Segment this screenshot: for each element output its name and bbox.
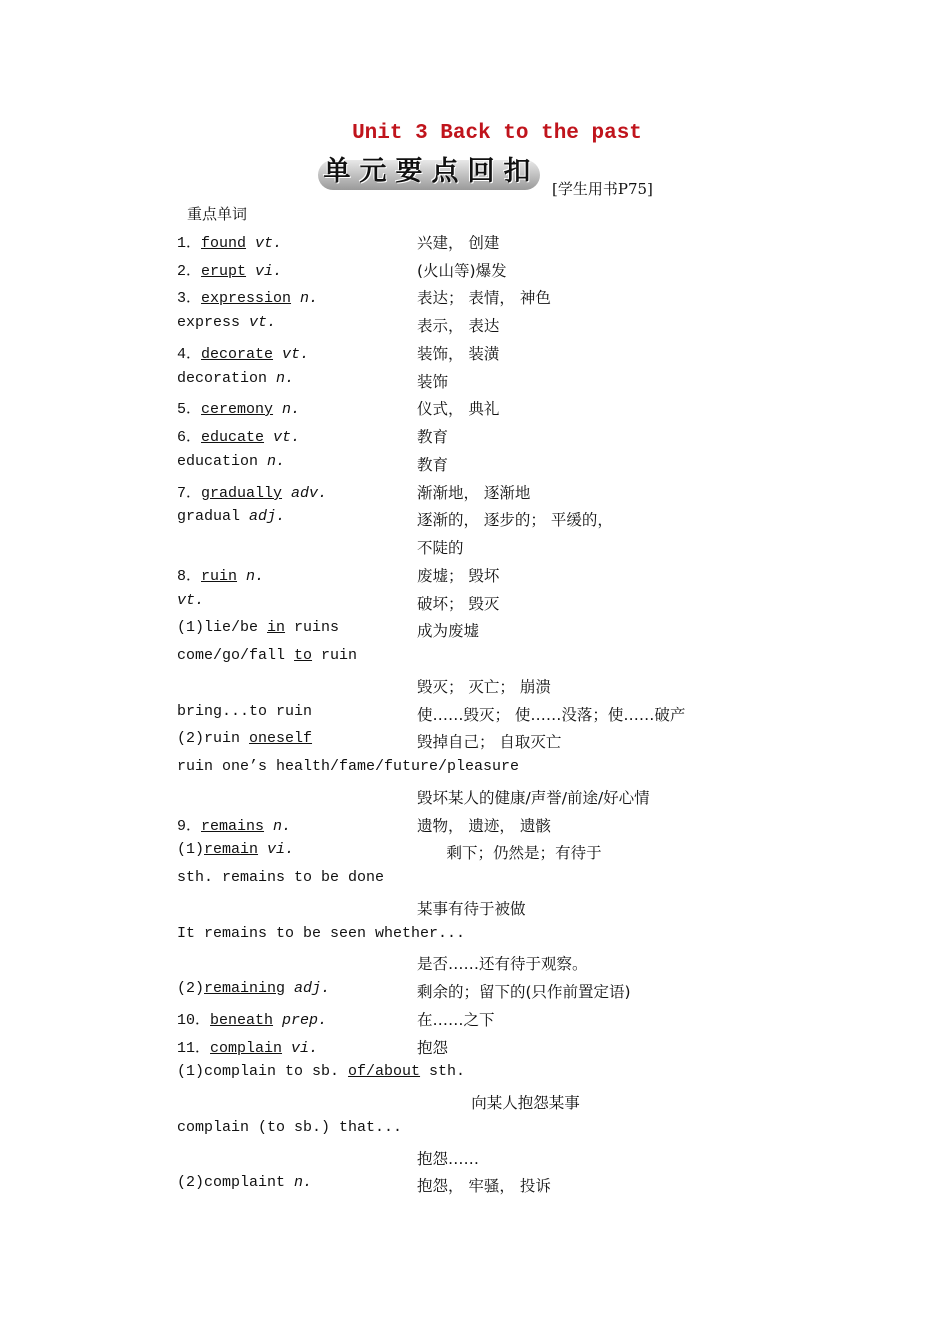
blank-answer: in (267, 619, 286, 636)
term-text: come/go/fall (177, 647, 295, 664)
part-of-speech: vi. (246, 263, 283, 280)
chinese-meaning: 仪式， 典礼 (417, 400, 500, 418)
banner-char: 元 (359, 156, 387, 187)
chinese-meaning: 破坏； 毁灭 (417, 595, 500, 613)
chinese-meaning: 向某人抱怨某事 (417, 1094, 580, 1112)
blank-answer: ceremony (201, 401, 274, 418)
blank-answer: to (294, 647, 313, 664)
chinese-meaning: (火山等)爆发 (417, 262, 507, 280)
english-term (177, 647, 357, 664)
english-term (177, 703, 312, 720)
chinese-meaning: 使……毁灭； 使……没落；使……破产 (417, 706, 686, 724)
english-term (177, 1036, 318, 1057)
vocabulary-row (177, 370, 737, 394)
term-text: 4． (177, 346, 202, 363)
vocabulary-row (177, 1063, 737, 1087)
part-of-speech: n. (285, 1174, 313, 1191)
vocabulary-row (177, 897, 737, 921)
blank-answer: educate (201, 429, 265, 446)
chinese-meaning: 剩余的；留下的(只作前置定语) (417, 983, 631, 1001)
vocabulary-row (177, 925, 737, 949)
blank-answer: found (201, 235, 247, 252)
term-text: decoration (177, 370, 268, 387)
term-text: (2)complaint (177, 1174, 286, 1191)
blank-answer: remaining (204, 980, 286, 997)
vocabulary-row (177, 481, 737, 505)
part-of-speech: vt. (273, 346, 310, 363)
part-of-speech: n. (267, 370, 295, 387)
blank-answer: expression (201, 290, 292, 307)
banner-char: 要 (395, 156, 423, 187)
term-text: (2)ruin (177, 730, 250, 747)
term-text: 10． (177, 1012, 211, 1029)
english-term (177, 730, 312, 747)
vocabulary-row (177, 841, 737, 865)
blank-answer: ruin (201, 568, 238, 585)
part-of-speech: adj. (285, 980, 331, 997)
part-of-speech: vt. (264, 429, 301, 446)
part-of-speech: vi. (258, 841, 295, 858)
vocabulary-row (177, 675, 737, 699)
part-of-speech: vt. (177, 592, 205, 609)
banner-char: 扣 (503, 156, 531, 187)
chinese-meaning: 在……之下 (417, 1011, 495, 1029)
term-text: ruin one’s health/fame/future/pleasure (177, 758, 520, 775)
part-of-speech: n. (291, 290, 319, 307)
part-of-speech: n. (264, 818, 292, 835)
vocabulary-row (177, 508, 737, 532)
vocabulary-row (177, 814, 737, 838)
vocabulary-row (177, 314, 737, 338)
term-text: 2． (177, 263, 202, 280)
term-text: 1． (177, 235, 202, 252)
chinese-meaning: 成为废墟 (417, 622, 480, 640)
part-of-speech: vi. (282, 1040, 319, 1057)
english-term (177, 481, 327, 502)
blank-answer: of/about (348, 1063, 421, 1080)
term-text: express (177, 314, 241, 331)
term-text: It remains to be seen whether... (177, 925, 466, 942)
book-reference: [学生用书P75] (552, 180, 653, 198)
term-text: sth. (420, 1063, 466, 1080)
term-text: education (177, 453, 259, 470)
section-heading: 重点单词 (187, 205, 248, 223)
blank-answer: remain (204, 841, 259, 858)
vocabulary-row (177, 758, 737, 782)
chinese-meaning: 毁坏某人的健康/声誉/前途/好心情 (417, 789, 650, 807)
vocabulary-row (177, 453, 737, 477)
english-term (177, 397, 300, 418)
chinese-meaning: 抱怨 (417, 1039, 449, 1057)
vocabulary-row (177, 592, 737, 616)
term-text: ruins (285, 619, 340, 636)
chinese-meaning: 某事有待于被做 (417, 900, 526, 918)
chinese-meaning: 教育 (417, 428, 449, 446)
part-of-speech: n. (273, 401, 301, 418)
part-of-speech: vt. (246, 235, 283, 252)
english-term (177, 814, 291, 835)
chinese-meaning: 逐渐的， 逐步的； 平缓的， (417, 511, 613, 529)
english-term (177, 758, 519, 775)
term-text: (1) (177, 841, 205, 858)
vocabulary-row (177, 397, 737, 421)
chinese-meaning: 抱怨…… (417, 1150, 480, 1168)
vocabulary-row (177, 286, 737, 310)
blank-answer: erupt (201, 263, 247, 280)
english-term (177, 286, 318, 307)
english-term (177, 592, 204, 609)
english-term (177, 925, 465, 942)
blank-answer: beneath (210, 1012, 274, 1029)
vocabulary-row (177, 342, 737, 366)
english-term (177, 841, 294, 858)
vocabulary-row (177, 259, 737, 283)
chinese-meaning: 剩下；仍然是；有待于 (417, 844, 602, 862)
chinese-meaning: 装饰， 装潢 (417, 345, 500, 363)
banner-char: 回 (467, 156, 495, 187)
vocabulary-row (177, 1036, 737, 1060)
section-banner (320, 155, 534, 189)
vocabulary-row (177, 1008, 737, 1032)
part-of-speech: prep. (273, 1012, 328, 1029)
english-term (177, 370, 294, 387)
english-term (177, 1119, 402, 1136)
vocabulary-row (177, 730, 737, 754)
blank-answer: complain (210, 1040, 283, 1057)
english-term (177, 869, 384, 886)
blank-answer: decorate (201, 346, 274, 363)
part-of-speech: n. (258, 453, 286, 470)
term-text: 8． (177, 568, 202, 585)
english-term (177, 1008, 327, 1029)
vocabulary-row (177, 1174, 737, 1198)
blank-answer: gradually (201, 485, 283, 502)
term-text: gradual (177, 508, 241, 525)
chinese-meaning: 表示， 表达 (417, 317, 500, 335)
vocabulary-row (177, 619, 737, 643)
blank-answer: oneself (249, 730, 313, 747)
english-term (177, 619, 339, 636)
vocabulary-row (177, 980, 737, 1004)
chinese-meaning: 毁灭； 灭亡； 崩溃 (417, 678, 551, 696)
english-term (177, 1063, 465, 1080)
vocabulary-row (177, 1119, 737, 1143)
term-text: ruin (312, 647, 358, 664)
term-text: 3． (177, 290, 202, 307)
term-text: (2) (177, 980, 205, 997)
english-term (177, 314, 276, 331)
chinese-meaning: 教育 (417, 456, 449, 474)
vocabulary-row (177, 952, 737, 976)
english-term (177, 564, 264, 585)
part-of-speech: adj. (240, 508, 286, 525)
part-of-speech: vt. (240, 314, 277, 331)
english-term (177, 980, 330, 997)
english-term (177, 231, 282, 252)
vocabulary-row (177, 1147, 737, 1171)
term-text: 7． (177, 485, 202, 502)
chinese-meaning: 废墟； 毁坏 (417, 567, 500, 585)
vocabulary-row (177, 786, 737, 810)
term-text: 6． (177, 429, 202, 446)
banner-char: 点 (431, 156, 459, 187)
chinese-meaning: 是否……还有待于观察。 (417, 955, 588, 973)
term-text: complain (to sb.) that... (177, 1119, 403, 1136)
term-text: 9． (177, 818, 202, 835)
vocabulary-row (177, 1091, 737, 1115)
vocabulary-row (177, 647, 737, 671)
english-term (177, 1174, 312, 1191)
vocabulary-row (177, 536, 737, 560)
blank-answer: remains (201, 818, 265, 835)
english-term (177, 453, 285, 470)
term-text: sth. remains to be done (177, 869, 385, 886)
english-term (177, 259, 282, 280)
vocabulary-row (177, 703, 737, 727)
vocabulary-row (177, 425, 737, 449)
term-text: 5． (177, 401, 202, 418)
chinese-meaning: 装饰 (417, 373, 449, 391)
chinese-meaning: 兴建， 创建 (417, 234, 500, 252)
term-text: (1)lie/be (177, 619, 268, 636)
chinese-meaning: 不陡的 (417, 539, 464, 557)
term-text: (1)complain to sb. (177, 1063, 349, 1080)
chinese-meaning: 表达； 表情， 神色 (417, 289, 551, 307)
chinese-meaning: 遗物， 遗迹， 遗骸 (417, 817, 551, 835)
vocabulary-row (177, 869, 737, 893)
english-term (177, 342, 309, 363)
part-of-speech: adv. (282, 485, 328, 502)
english-term (177, 425, 300, 446)
chinese-meaning: 毁掉自己； 自取灭亡 (417, 733, 562, 751)
part-of-speech: n. (237, 568, 265, 585)
vocabulary-row (177, 231, 737, 255)
banner-char: 单 (323, 156, 351, 187)
english-term (177, 508, 285, 525)
term-text: bring...to ruin (177, 703, 313, 720)
chinese-meaning: 渐渐地， 逐渐地 (417, 484, 531, 502)
term-text: 11． (177, 1040, 211, 1057)
unit-title: Unit 3 Back to the past (352, 122, 642, 145)
vocabulary-row (177, 564, 737, 588)
chinese-meaning: 抱怨， 牢骚， 投诉 (417, 1177, 551, 1195)
